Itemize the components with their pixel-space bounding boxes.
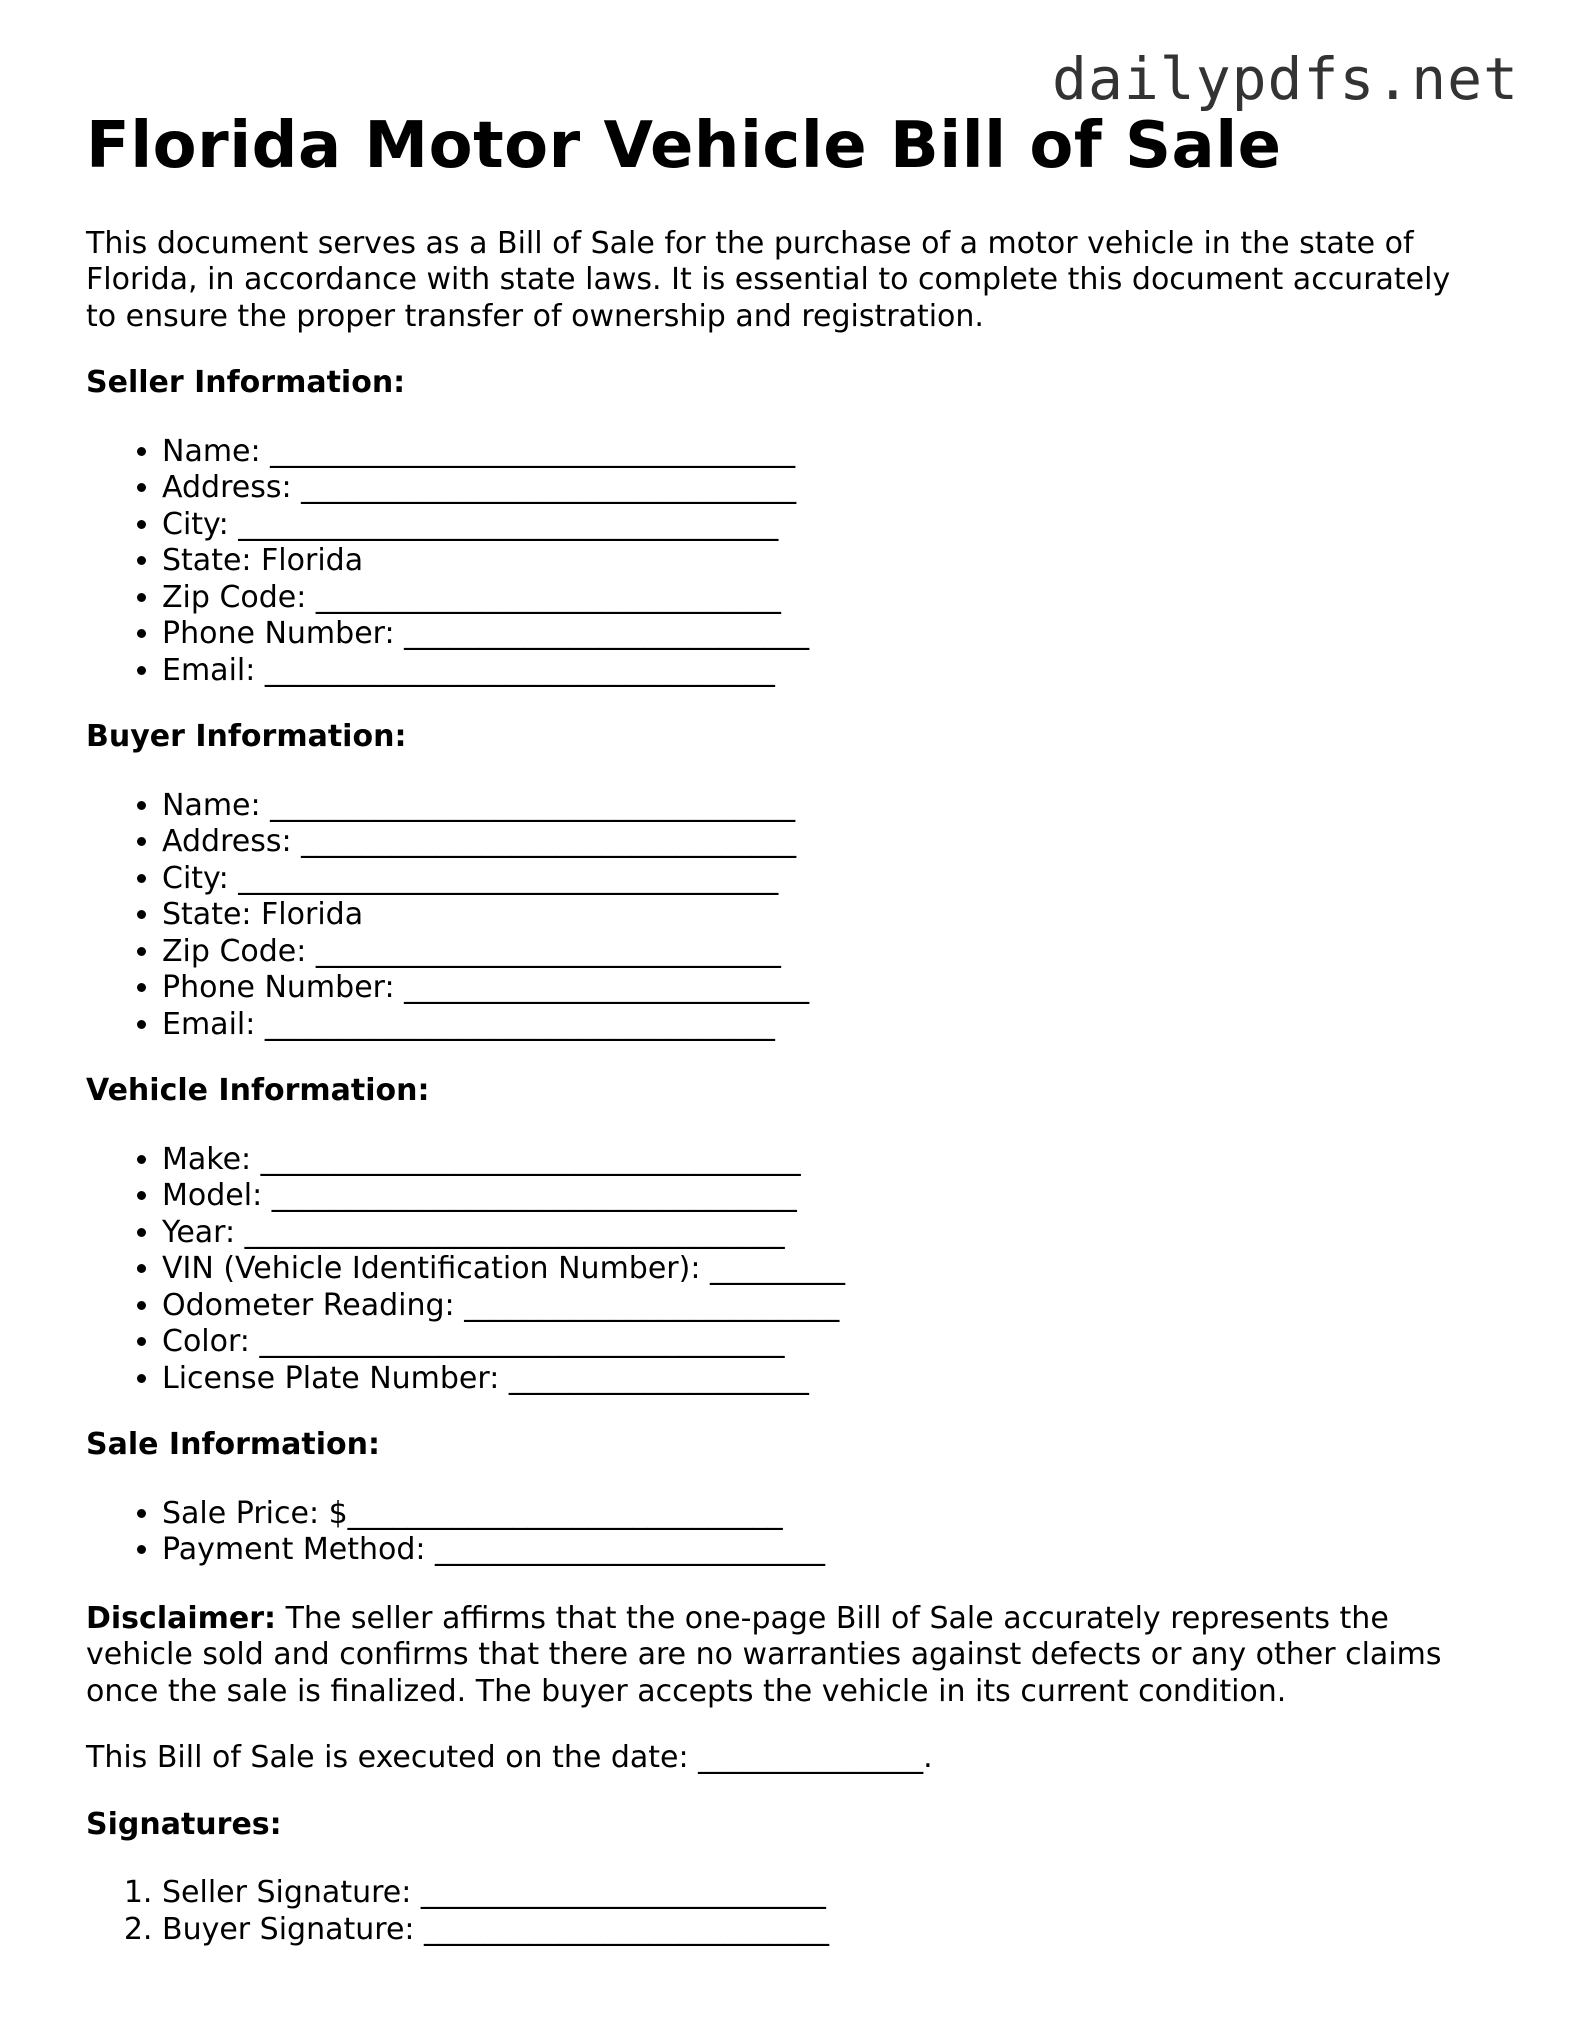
- sale-list: [86, 1496, 1506, 1569]
- buyer-zip-field: • Zip Code: _______________________________: [162, 934, 1506, 971]
- disclaimer-paragraph: [86, 1601, 1486, 1711]
- vehicle-model-field: • Model: ___________________________________: [162, 1178, 1506, 1215]
- vehicle-list: [86, 1142, 1506, 1398]
- buyer-city-field: • City: ____________________________________: [162, 861, 1506, 898]
- seller-list: [86, 434, 1506, 690]
- signatures-list: [86, 1875, 1506, 1948]
- seller-city-field: • City: ____________________________________: [162, 507, 1506, 544]
- payment-method-field: • Payment Method: __________________________: [162, 1532, 1506, 1569]
- vehicle-heading: Vehicle Information:: [86, 1073, 430, 1109]
- vehicle-make-field: • Make: ____________________________________: [162, 1142, 1506, 1179]
- seller-state-field: • State: Florida: [162, 543, 1506, 580]
- disclaimer-text: The seller affirms that the one-page Bill of Sale accurately represents the vehicle sold and confirms that there are no warranties against defects or any other claims once the sale is finalized. The buyer accepts the vehicle in its current condition.: [86, 1600, 1442, 1709]
- sale-heading: Sale Information:: [86, 1427, 380, 1463]
- vehicle-color-field: • Color: ___________________________________: [162, 1324, 1506, 1361]
- execution-date-line: This Bill of Sale is executed on the date: _______________.: [86, 1740, 933, 1776]
- sale-price-field: • Sale Price: $_____________________________: [162, 1496, 1506, 1533]
- vehicle-odometer-field: • Odometer Reading: _________________________: [162, 1288, 1506, 1325]
- seller-phone-field: • Phone Number: ___________________________: [162, 616, 1506, 653]
- vehicle-plate-field: • License Plate Number: ____________________: [162, 1361, 1506, 1398]
- signatures-heading: Signatures:: [86, 1806, 282, 1842]
- buyer-state-field: • State: Florida: [162, 897, 1506, 934]
- seller-heading: Seller Information:: [86, 365, 406, 401]
- buyer-name-field: • Name: ___________________________________: [162, 788, 1506, 825]
- buyer-list: [86, 788, 1506, 1044]
- intro-paragraph: This document serves as a Bill of Sale for the purchase of a motor vehicle in the state of Florida, in accordance with state laws. It is essential to complete this document accurately to ensure the proper transfer of ownership and registration.: [86, 225, 1451, 334]
- buyer-email-field: • Email: __________________________________: [162, 1007, 1506, 1044]
- disclaimer-label: Disclaimer:: [86, 1600, 277, 1636]
- buyer-phone-field: • Phone Number: ___________________________: [162, 970, 1506, 1007]
- seller-address-field: • Address: _________________________________: [162, 470, 1506, 507]
- watermark-text: dailypdfs.net: [1052, 45, 1519, 113]
- buyer-heading: Buyer Information:: [86, 719, 407, 755]
- document-page: [86, 110, 1506, 1948]
- vehicle-year-field: • Year: ____________________________________: [162, 1215, 1506, 1252]
- buyer-signature-field: 2. Buyer Signature: ___________________________: [162, 1912, 1506, 1949]
- buyer-address-field: • Address: _________________________________: [162, 824, 1506, 861]
- seller-email-field: • Email: __________________________________: [162, 653, 1506, 690]
- seller-name-field: • Name: ___________________________________: [162, 434, 1506, 471]
- seller-zip-field: • Zip Code: _______________________________: [162, 580, 1506, 617]
- vehicle-vin-field: • VIN (Vehicle Identification Number): _________: [162, 1251, 1506, 1288]
- document-title: Florida Motor Vehicle Bill of Sale: [86, 109, 1282, 183]
- seller-signature-field: 1. Seller Signature: ___________________________: [162, 1875, 1506, 1912]
